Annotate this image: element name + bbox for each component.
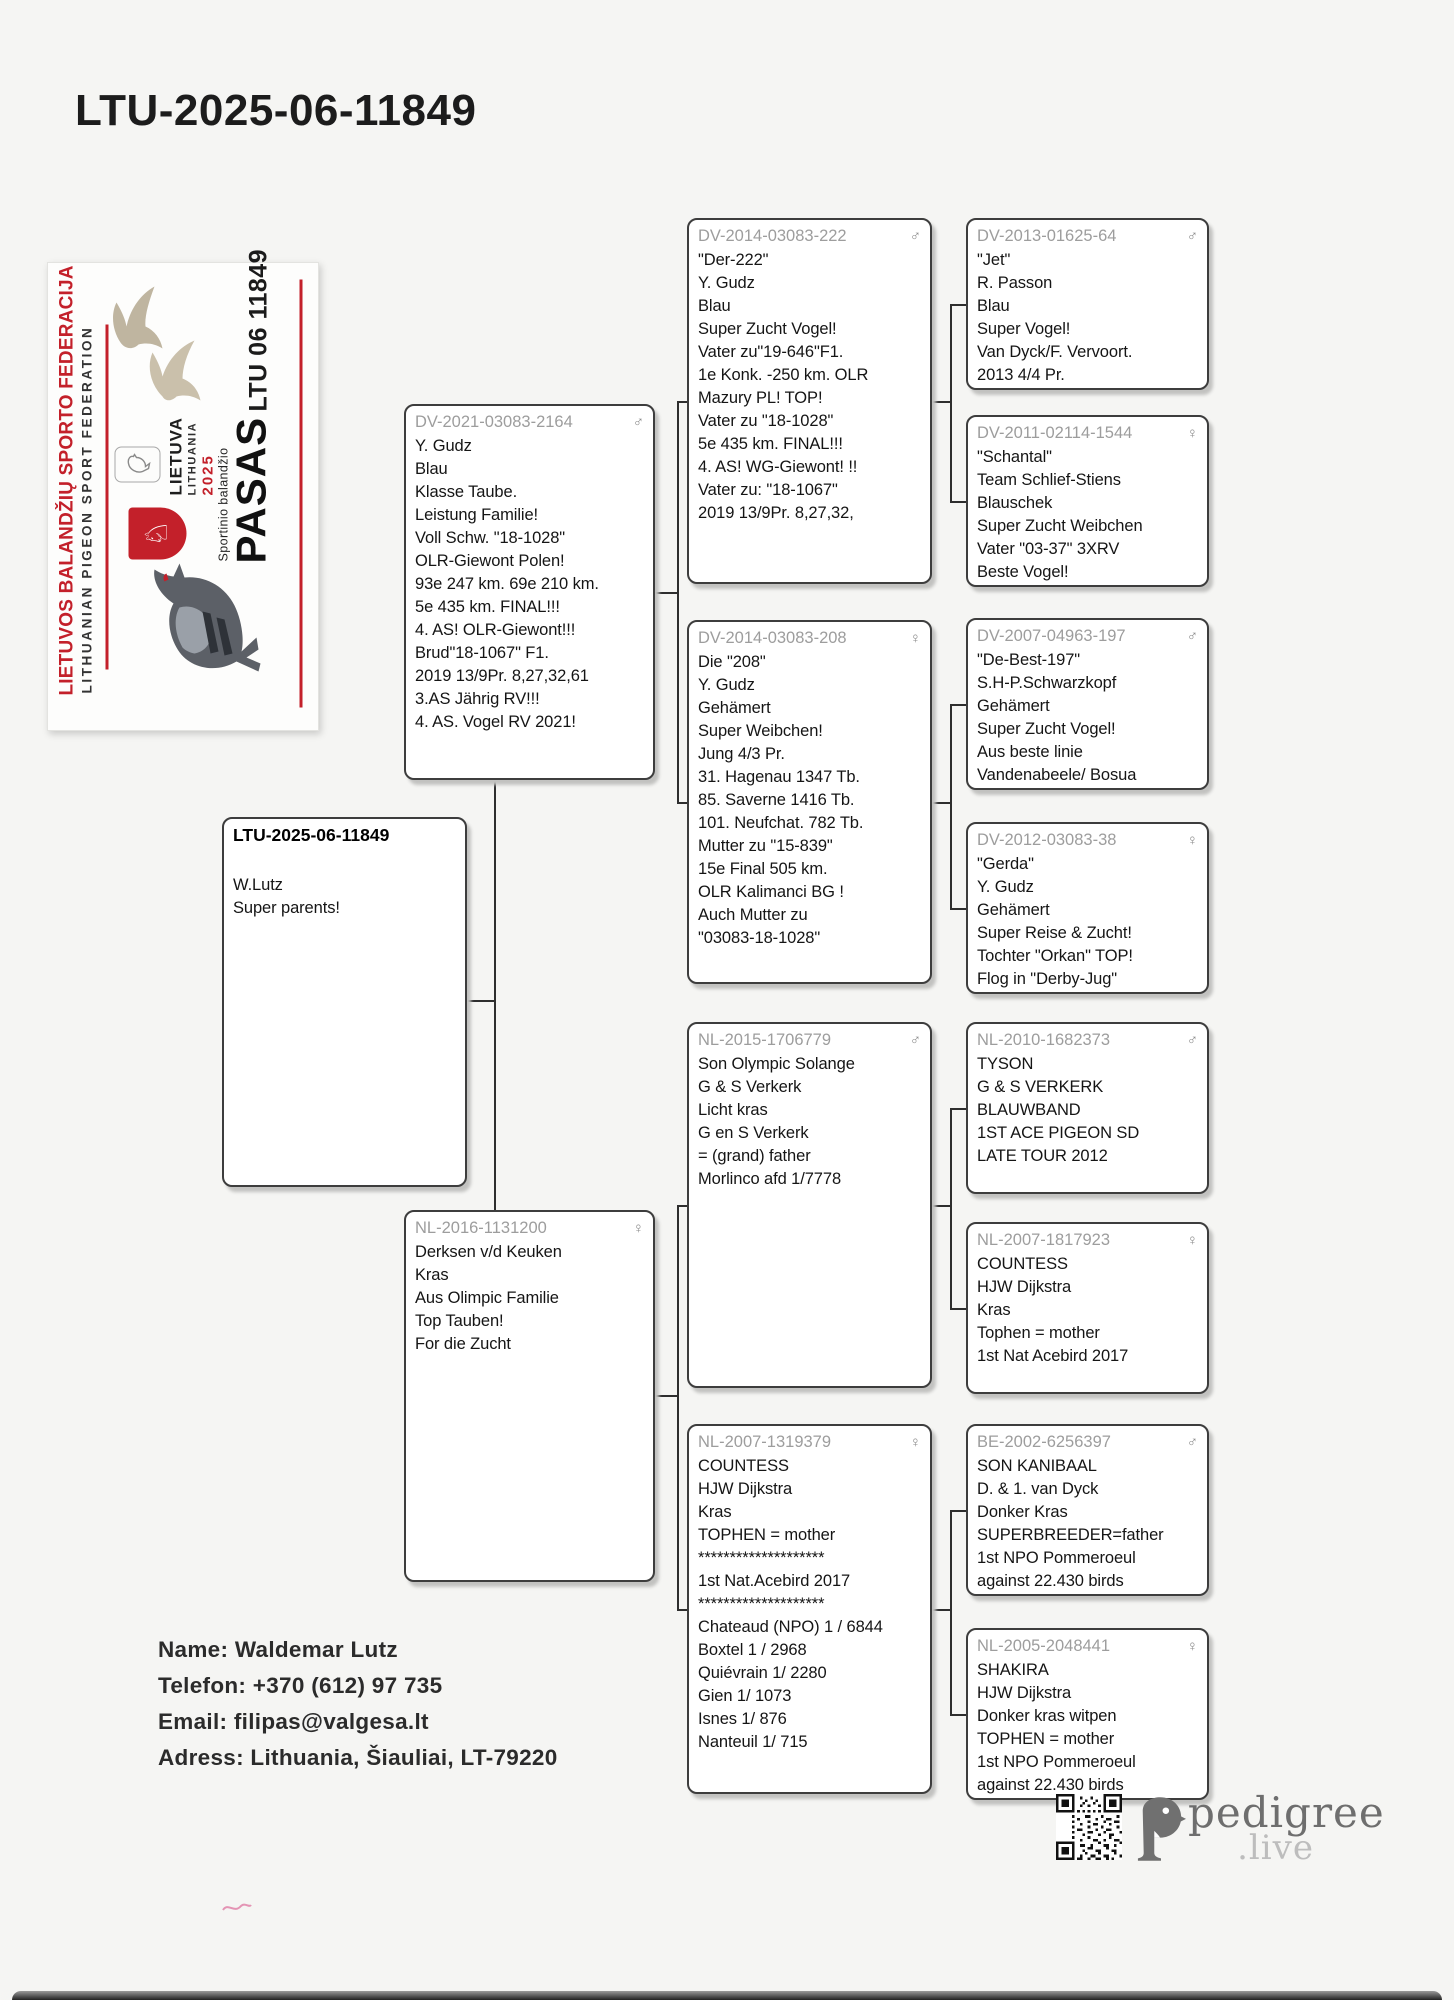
pedigree-line: Quiévrain 1/ 2280 (698, 1664, 827, 1682)
pedigree-line: BLAUWBAND (977, 1101, 1081, 1119)
ring-number: DV-2012-03083-38 (977, 831, 1117, 849)
pigeon-photo (141, 560, 281, 678)
pedigree-line: 3.AS Jährig RV!!! (415, 690, 540, 708)
ring-number: DV-2007-04963-197 (977, 627, 1126, 645)
pigeon-p-icon (1136, 1796, 1186, 1862)
pedigree-box-grandparent (687, 1022, 932, 1388)
pedigree-line: For die Zucht (415, 1335, 511, 1353)
pedigree-line: Top Tauben! (415, 1312, 504, 1330)
pedigree-box-great-grandparent (966, 218, 1209, 390)
pedigree-line: Kras (415, 1266, 449, 1284)
pedigree-line: S.H-P.Schwarzkopf (977, 674, 1117, 692)
red-rule (106, 325, 109, 670)
country-name-en: LITHUANIA (186, 421, 199, 496)
pedigree-line: W.Lutz (233, 876, 283, 894)
qr-code (1056, 1794, 1122, 1860)
ring-number: NL-2015-1706779 (698, 1031, 832, 1049)
pedigree-line: Gehämert (698, 699, 771, 717)
pedigree-line: Y. Gudz (977, 878, 1034, 896)
pedigree-box-great-grandparent (966, 1628, 1209, 1800)
connector-line (932, 401, 952, 403)
connector-line (950, 1108, 952, 1310)
connector-line (952, 1108, 966, 1110)
pedigree-line: Blau (977, 297, 1010, 315)
pedigree-line: 2019 13/9Pr. 8,27,32,61 (415, 667, 589, 685)
pedigree-line: Super Reise & Zucht! (977, 924, 1132, 942)
male-icon: ♂ (1186, 1434, 1198, 1451)
pedigree-box-great-grandparent (966, 415, 1209, 587)
pedigree-line: Donker Kras (977, 1503, 1068, 1521)
pedigree-line: Gehämert (977, 697, 1050, 715)
connector-line (952, 704, 966, 706)
pedigree-line: SUPERBREEDER=father (977, 1526, 1164, 1544)
pedigree-line: 15e Final 505 km. (698, 860, 828, 878)
passport-card-content (49, 248, 319, 730)
female-icon: ♀ (909, 1434, 921, 1451)
pedigree-line: 1st NPO Pommeroeul (977, 1753, 1136, 1771)
pedigree-line: Morlinco afd 1/7778 (698, 1170, 842, 1188)
pedigree-line: 2013 4/4 Pr. (977, 366, 1065, 384)
pedigree-line: Beste Vogel! (977, 563, 1069, 581)
pedigree-line: G & S Verkerk (698, 1078, 802, 1096)
pedigree-line: Y. Gudz (698, 274, 755, 292)
pedigree-line: Aus Olimpic Familie (415, 1289, 559, 1307)
pedigree-line: SON KANIBAAL (977, 1457, 1097, 1475)
pedigree-line: Nanteuil 1/ 715 (698, 1733, 808, 1751)
connector-line (655, 1395, 679, 1397)
pedigree-line: Y. Gudz (415, 437, 472, 455)
pedigree-line: Blau (698, 297, 731, 315)
passport-card (47, 248, 319, 731)
pedigree-line: OLR Kalimanci BG ! (698, 883, 844, 901)
connector-line (952, 1308, 966, 1310)
pedigree-line: Blauschek (977, 494, 1053, 512)
passport-year: 2025 (199, 454, 217, 496)
pedigree-line: 5e 435 km. FINAL!!! (415, 598, 560, 616)
pedigree-box-details (406, 1241, 653, 1356)
ring-number: BE-2002-6256397 (977, 1433, 1111, 1451)
ring-number: NL-2016-1131200 (415, 1219, 547, 1237)
pedigree-line: 5e 435 km. FINAL!!! (698, 435, 843, 453)
female-icon: ♀ (632, 1220, 644, 1237)
pedigree-live-logo (1136, 1788, 1385, 1868)
pedigree-line: "03083-18-1028" (698, 929, 821, 947)
passport-label: PASAS (227, 416, 275, 564)
pedigree-box-grandparent (687, 1424, 932, 1794)
ring-number: NL-2010-1682373 (977, 1031, 1111, 1049)
pedigree-line: Super parents! (233, 899, 340, 917)
pedigree-line: Mutter zu "15-839" (698, 837, 833, 855)
pedigree-line: HJW Dijkstra (977, 1684, 1072, 1702)
pedigree-box-father (404, 404, 655, 780)
pedigree-line: 1st Nat Acebird 2017 (977, 1347, 1129, 1365)
pedigree-line: Super Zucht Vogel! (977, 720, 1116, 738)
federation-name-lt: LIETUVOS BALANDŽIŲ SPORTO FEDERACIJA (56, 265, 78, 696)
pedigree-line: Super Zucht Weibchen (977, 517, 1143, 535)
pedigree-line: LATE TOUR 2012 (977, 1147, 1108, 1165)
pedigree-line: Gien 1/ 1073 (698, 1687, 792, 1705)
pedigree-line: 2019 13/9Pr. 8,27,32, (698, 504, 854, 522)
country-block (167, 386, 217, 496)
pedigree-box-details (968, 249, 1207, 387)
pedigree-line: Van Dyck/F. Vervoort. (977, 343, 1133, 361)
pedigree-box-great-grandparent (966, 1022, 1209, 1194)
pedigree-line: R. Passon (977, 274, 1053, 292)
pedigree-line: Leistung Familie! (415, 506, 539, 524)
pedigree-line: 1ST ACE PIGEON SD (977, 1124, 1140, 1142)
pedigree-box-great-grandparent (966, 822, 1209, 994)
pedigree-line: Vater "03-37" 3XRV (977, 540, 1120, 558)
pedigree-line: Donker kras witpen (977, 1707, 1117, 1725)
pedigree-line: D. & 1. van Dyck (977, 1480, 1099, 1498)
pedigree-line: Y. Gudz (698, 676, 755, 694)
male-icon: ♂ (632, 414, 644, 431)
ring-number: DV-2014-03083-222 (698, 227, 847, 245)
pedigree-line: Vater zu: "18-1067" (698, 481, 838, 499)
ring-number: NL-2007-1817923 (977, 1231, 1111, 1249)
connector-line (932, 1205, 952, 1207)
owner-email: Email: filipas@valgesa.lt (158, 1709, 429, 1734)
female-icon: ♀ (1186, 832, 1198, 849)
pedigree-line: COUNTESS (698, 1457, 789, 1475)
pedigree-line: Son Olympic Solange (698, 1055, 855, 1073)
pedigree-line: Flog in "Derby-Jug" (977, 970, 1118, 988)
pedigree-box-great-grandparent (966, 618, 1209, 790)
pedigree-line: Voll Schw. "18-1028" (415, 529, 566, 547)
pedigree-line: ******************** (698, 1549, 825, 1567)
connector-line (950, 1510, 952, 1716)
pedigree-line: Auch Mutter zu (698, 906, 808, 924)
ring-number: DV-2013-01625-64 (977, 227, 1117, 245)
connector-line (932, 802, 952, 804)
pedigree-box-details (968, 1659, 1207, 1797)
pedigree-line: 4. AS! WG-Giewont! !! (698, 458, 858, 476)
pedigree-line: G en S Verkerk (698, 1124, 809, 1142)
female-icon: ♀ (1186, 1638, 1198, 1655)
federation-name-en: LITHUANIAN PIGEON SPORT FEDERATION (79, 325, 95, 694)
pedigree-line: 101. Neufchat. 782 Tb. (698, 814, 864, 832)
connector-line (952, 1510, 966, 1512)
female-icon: ♀ (909, 630, 921, 647)
pedigree-line: "Schantal" (977, 448, 1052, 466)
pedigree-line: Vandenabeele/ Bosua (977, 766, 1137, 784)
pedigree-line: Jung 4/3 Pr. (698, 745, 785, 763)
male-icon: ♂ (909, 228, 921, 245)
pedigree-box-great-grandparent (966, 1424, 1209, 1596)
pedigree-line: Die "208" (698, 653, 766, 671)
connector-line (952, 908, 966, 910)
owner-address: Adress: Lithuania, Šiauliai, LT-79220 (158, 1745, 558, 1770)
connector-line (950, 304, 952, 503)
pedigree-line: Derksen v/d Keuken (415, 1243, 562, 1261)
connector-line (952, 304, 966, 306)
connector-line (494, 780, 496, 1212)
pedigree-line: 93e 247 km. 69e 210 km. (415, 575, 599, 593)
connector-line (655, 592, 679, 594)
pedigree-line: 4. AS. Vogel RV 2021! (415, 713, 576, 731)
pedigree-line: Chateaud (NPO) 1 / 6844 (698, 1618, 883, 1636)
pedigree-box-mother (404, 1210, 655, 1582)
pedigree-line: = (grand) father (698, 1147, 811, 1165)
brand-name: pedigree (1188, 1788, 1385, 1837)
pedigree-line: 1e Konk. -250 km. OLR (698, 366, 869, 384)
pedigree-box-details (689, 1455, 930, 1754)
pedigree-line: "Jet" (977, 251, 1011, 269)
ring-number: DV-2021-03083-2164 (415, 413, 573, 431)
vytis-knight-symbol: ♘ (140, 520, 174, 547)
pedigree-line: Boxtel 1 / 2968 (698, 1641, 807, 1659)
pedigree-box-grandparent (687, 620, 932, 984)
pedigree-line: "Der-222" (698, 251, 769, 269)
pedigree-line: Super Zucht Vogel! (698, 320, 837, 338)
pedigree-box-details (689, 1053, 930, 1191)
ring-number: LTU-2025-06-11849 (233, 825, 390, 845)
pedigree-line: Tophen = mother (977, 1324, 1100, 1342)
connector-line (677, 1205, 679, 1611)
pedigree-line: HJW Dijkstra (977, 1278, 1072, 1296)
pedigree-line: Super Weibchen! (698, 722, 823, 740)
pedigree-line: Tochter "Orkan" TOP! (977, 947, 1133, 965)
male-icon: ♂ (1186, 628, 1198, 645)
connector-line (677, 401, 679, 804)
pedigree-line: HJW Dijkstra (698, 1480, 793, 1498)
connector-line (952, 1714, 966, 1716)
pedigree-box-details (968, 649, 1207, 787)
pedigree-line: 1st NPO Pommeroeul (977, 1549, 1136, 1567)
pedigree-box-details (406, 435, 653, 734)
male-icon: ♂ (909, 1032, 921, 1049)
scan-page-edge (12, 1991, 1442, 2000)
female-icon: ♀ (1186, 1232, 1198, 1249)
ring-number: DV-2011-02114-1544 (977, 424, 1133, 442)
pedigree-box-details (968, 446, 1207, 584)
pedigree-box-details (968, 853, 1207, 991)
ring-number: NL-2007-1319379 (698, 1433, 832, 1451)
pedigree-line: against 22.430 birds (977, 1776, 1124, 1794)
pedigree-line: Aus beste linie (977, 743, 1083, 761)
pedigree-line: TOPHEN = mother (977, 1730, 1115, 1748)
pedigree-box-great-grandparent (966, 1222, 1209, 1394)
pedigree-line: Blau (415, 460, 448, 478)
female-icon: ♀ (1186, 425, 1198, 442)
pedigree-line: 31. Hagenau 1347 Tb. (698, 768, 860, 786)
pedigree-line: Vater zu "18-1028" (698, 412, 834, 430)
male-icon: ♂ (1186, 1032, 1198, 1049)
pedigree-line: Team Schlief-Stiens (977, 471, 1121, 489)
pedigree-line: Mazury PL! TOP! (698, 389, 823, 407)
pedigree-line: Isnes 1/ 876 (698, 1710, 787, 1728)
pedigree-box-subject (222, 817, 467, 1187)
page-title: LTU-2025-06-11849 (75, 86, 477, 135)
owner-phone: Telefon: +370 (612) 97 735 (158, 1673, 443, 1698)
coat-of-arms (129, 508, 187, 560)
connector-line (932, 1609, 952, 1611)
pedigree-box-details (968, 1455, 1207, 1593)
pedigree-line: Kras (977, 1301, 1011, 1319)
brand-tld: .live (1237, 1828, 1314, 1868)
pedigree-box-details (968, 1053, 1207, 1168)
pedigree-line: "Gerda" (977, 855, 1034, 873)
pedigree-line: G & S VERKERK (977, 1078, 1104, 1096)
federation-logo (115, 447, 161, 483)
owner-contact-block (158, 1632, 558, 1776)
pedigree-line: Licht kras (698, 1101, 768, 1119)
pen-scribble-mark (222, 1900, 252, 1916)
pedigree-box-details (689, 651, 930, 950)
pedigree-line: Klasse Taube. (415, 483, 518, 501)
owner-name: Name: Waldemar Lutz (158, 1637, 398, 1662)
pedigree-line: OLR-Giewont Polen! (415, 552, 565, 570)
pedigree-line: Kras (698, 1503, 732, 1521)
pedigree-line: 85. Saverne 1416 Tb. (698, 791, 855, 809)
passport-ring-number: LTU 06 11849 (244, 248, 273, 412)
pedigree-line: Super Vogel! (977, 320, 1071, 338)
ring-number: DV-2014-03083-208 (698, 629, 847, 647)
passport-type-label: Sportinio balandžio (216, 447, 231, 562)
red-rule (300, 280, 303, 708)
pedigree-line: COUNTESS (977, 1255, 1068, 1273)
pedigree-line: TYSON (977, 1055, 1034, 1073)
pedigree-line: TOPHEN = mother (698, 1526, 836, 1544)
male-icon: ♂ (1186, 228, 1198, 245)
pedigree-line: against 22.430 birds (977, 1572, 1124, 1590)
ring-number: NL-2005-2048441 (977, 1637, 1111, 1655)
pedigree-box-details (689, 249, 930, 525)
pedigree-line: "De-Best-197" (977, 651, 1081, 669)
connector-line (467, 1000, 496, 1002)
pedigree-line: SHAKIRA (977, 1661, 1049, 1679)
connector-line (950, 704, 952, 910)
pedigree-box-grandparent (687, 218, 932, 584)
pedigree-line: Brud"18-1067" F1. (415, 644, 549, 662)
pedigree-line: Gehämert (977, 901, 1050, 919)
country-name-lt: LIETUVA (166, 417, 186, 496)
pedigree-line: Vater zu"19-646"F1. (698, 343, 844, 361)
pedigree-line: 1st Nat.Acebird 2017 (698, 1572, 851, 1590)
pedigree-line: 4. AS! OLR-Giewont!!! (415, 621, 576, 639)
connector-line (952, 501, 966, 503)
pedigree-box-details (224, 874, 465, 920)
pedigree-line: ******************** (698, 1595, 825, 1613)
pedigree-box-details (968, 1253, 1207, 1368)
